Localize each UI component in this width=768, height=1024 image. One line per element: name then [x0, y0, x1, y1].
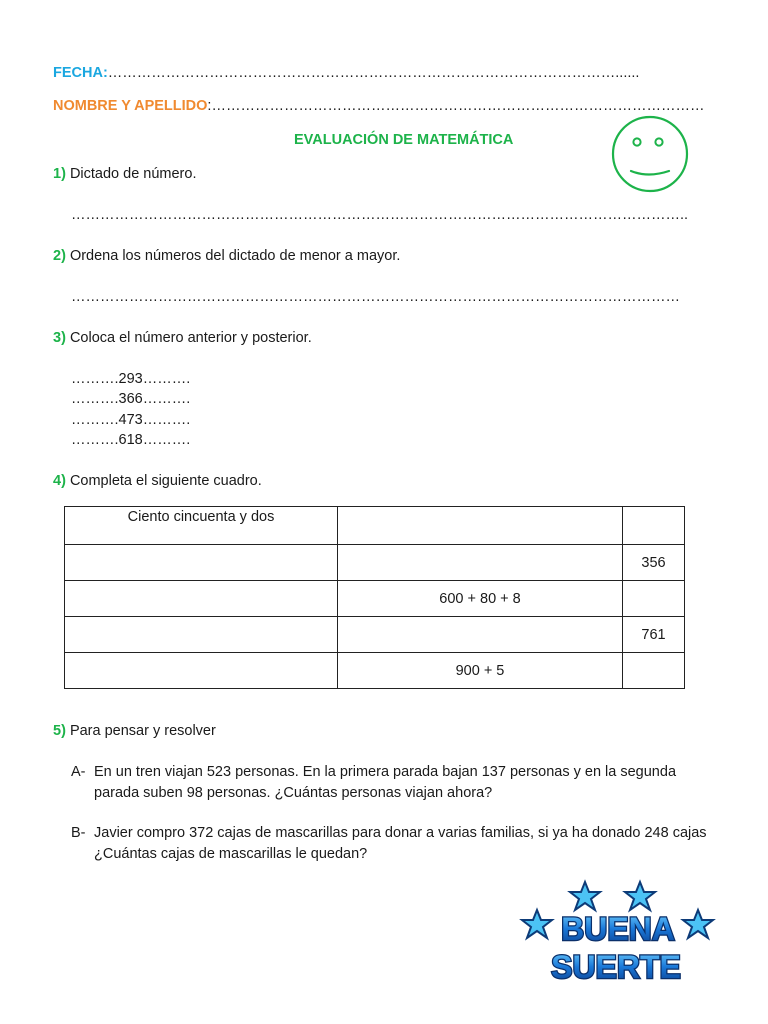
table-cell — [65, 653, 338, 689]
question-4 — [53, 473, 262, 489]
question-1-answer-line: ……………………………………………………………………………………………………………….. — [71, 207, 689, 223]
table-cell: Ciento cincuenta y dos — [65, 507, 338, 545]
fecha-dots: ……………………………………………………………………………………………...... — [107, 65, 640, 81]
question-1-text: Dictado de número. — [69, 166, 197, 182]
logo-line-1: BUENA — [561, 911, 675, 947]
question-2 — [53, 248, 400, 264]
fecha-label: FECHA: — [53, 65, 108, 81]
question-4-number: 4) — [53, 473, 66, 489]
question-5-text: Para pensar y resolver — [69, 723, 216, 739]
question-5-number: 5) — [53, 723, 66, 739]
sequence-line: ……….293………. — [71, 371, 191, 387]
question-1-number: 1) — [53, 166, 66, 182]
table-cell: 900 + 5 — [338, 653, 623, 689]
table-cell: 356 — [623, 545, 685, 581]
question-2-text: Ordena los números del dictado de menor a mayor. — [69, 248, 401, 264]
problem-a-text: En un tren viajan 523 personas. En la primera parada bajan 137 personas y en la segunda parada suben 98 personas. ¿Cuántas personas viajan ahora? — [94, 764, 677, 801]
logo-line-2: SUERTE — [551, 949, 681, 985]
table-cell — [623, 581, 685, 617]
nombre-label: NOMBRE Y APELLIDO — [53, 98, 208, 114]
sequence-line: ……….366………. — [71, 391, 191, 407]
sequence-line: ……….473………. — [71, 412, 191, 428]
table-row — [65, 545, 685, 581]
question-2-number: 2) — [53, 248, 66, 264]
question-3 — [53, 330, 312, 346]
nombre-line — [53, 98, 704, 114]
question-1 — [53, 166, 196, 182]
table-cell — [65, 617, 338, 653]
table-cell — [623, 507, 685, 545]
table-cell — [623, 653, 685, 689]
table-row — [65, 581, 685, 617]
table-cell: 761 — [623, 617, 685, 653]
problem-a-mark: A- — [71, 764, 86, 780]
question-3-text: Coloca el número anterior y posterior. — [69, 330, 312, 346]
fecha-line — [53, 65, 639, 81]
smiley-face-icon — [610, 114, 690, 194]
table-row — [65, 617, 685, 653]
table-cell — [338, 545, 623, 581]
question-5 — [53, 723, 216, 739]
table-cell — [338, 507, 623, 545]
table-row — [65, 653, 685, 689]
page-title: EVALUACIÓN DE MATEMÁTICA — [294, 132, 514, 148]
problem-b-mark: B- — [71, 825, 86, 841]
table-cell — [65, 545, 338, 581]
number-table — [64, 506, 685, 689]
question-2-answer-line: ……………………………………………………………………………………………………………… — [71, 289, 680, 305]
table-row — [65, 507, 685, 545]
question-3-number: 3) — [53, 330, 66, 346]
problem-b-text: Javier compro 372 cajas de mascarillas para donar a varias familias, si ya ha donado 248 cajas ¿Cuántas cajas de mascarillas le quedan? — [94, 825, 707, 862]
table-cell — [338, 617, 623, 653]
table-cell — [65, 581, 338, 617]
nombre-dots: :………………………………………………………………………………………… — [207, 98, 705, 114]
buena-suerte-logo — [518, 878, 718, 990]
table-cell: 600 + 80 + 8 — [338, 581, 623, 617]
sequence-line: ……….618………. — [71, 432, 191, 448]
question-4-text: Completa el siguiente cuadro. — [69, 473, 262, 489]
